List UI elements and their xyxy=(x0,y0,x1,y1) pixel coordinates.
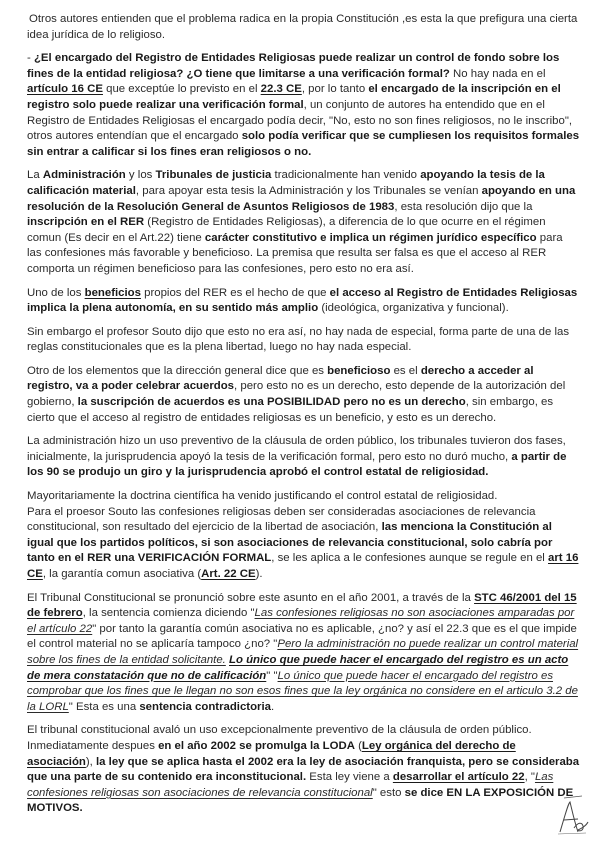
text-run: Tribunales de justicia xyxy=(155,169,272,182)
text-run: , un conjunto de autores ha entendido que en el Registro de Entidades Religiosas el encargado podía decir, "No, esto no son fines religiosos, no le inscribo", otros autores entendían que el encargado xyxy=(27,98,573,143)
text-run: a partir de los 90 se produjo un giro y la jurisprudencia aprobó el control estatal de religiosidad. xyxy=(27,450,567,479)
text-run: El Tribunal Constitucional se pronunció sobre este asunto en el año 2001, a través de la xyxy=(27,591,475,604)
text-run: Las confesiones religiosas son asociaciones de relevancia constitucional xyxy=(27,771,554,799)
paragraph-relevancia-constitucional xyxy=(27,505,580,583)
text-run: Administración xyxy=(42,169,126,182)
text-run: " esto xyxy=(372,786,405,799)
paragraph-orden-publico xyxy=(27,434,580,481)
text-run: , pero esto no es un derecho, esto depende de la autorización del gobierno, xyxy=(27,380,566,409)
text-run: , la garantía comun asociativa ( xyxy=(42,568,202,580)
text-run: , esta resolución dijo que la xyxy=(394,200,533,213)
text-run: y los xyxy=(125,169,156,182)
text-run: art 16 CE xyxy=(27,552,579,580)
text-run: el encargado de la inscripción en el registro solo puede realizar una verificación formal xyxy=(27,83,561,111)
text-run: ), xyxy=(85,755,97,768)
text-run: Art. 22 CE xyxy=(201,568,256,580)
text-run: " por tanto la garantía común asociativa no es aplicable, ¿no? y así el 22.3 que es el que impide el control material no se aplicaría tampoco ¿no? " xyxy=(27,622,577,651)
text-run: para las confesiones más favorable y beneficioso. La premisa que resulta ser falsa es que el acceso al RER comporta un régimen beneficioso para las confesiones, pero esto no era así. xyxy=(27,231,563,275)
text-run: Uno de los xyxy=(27,286,85,299)
text-run: carácter constitutivo e implica un régimen jurídico específico xyxy=(204,231,537,244)
text-run: beneficios xyxy=(84,286,141,299)
text-run: sentencia contradictoria xyxy=(139,700,271,713)
text-run: ). xyxy=(255,568,263,580)
text-run: Otro de los elementos que la dirección general dice que es xyxy=(27,364,328,377)
text-run: apoyando en una resolución de la Resolución General de Asuntos Religiosos de 1983 xyxy=(27,184,576,213)
text-run: las menciona la Constitución al igual que los partidos políticos, si son asociaciones de relevancia constitucional, solo cabría por tanto en el RER una VERIFICACIÓN FORMAL xyxy=(27,521,553,565)
paragraph-souto xyxy=(27,325,580,356)
text-run: Para el proesor Souto las confesiones religiosas deben ser consideradas asociaciones de relevancia constitucional, son resultado del ejercicio de la libertad de asociación, xyxy=(27,505,536,534)
paragraph-registro-control xyxy=(27,51,580,160)
document-body xyxy=(27,12,580,817)
text-run: , la sentencia comienza diciendo " xyxy=(82,607,255,620)
text-run: Otros autores entienden que el problema radica en la propia Constitución ,es esta la que prefigura una cierta idea jurídica de lo religioso. xyxy=(27,13,578,41)
text-run: la ley que se aplica hasta el 2002 era la ley de asociación franquista, pero se consideraba que una parte de su contenido era inconstitucional. xyxy=(27,755,580,784)
text-run: La administración hizo un uso preventivo de la cláusula de orden público, los tribunales tuvieron dos fases, inicialmente, la jurisprudencia apoyó la tesis de la verificación formal, pero esto no duró mucho, xyxy=(27,435,566,463)
text-run: STC 46/2001 del 15 de febrero xyxy=(27,591,577,620)
text-run: , se les aplica a le confesiones aunque se regule en el xyxy=(271,552,549,565)
text-run: , " xyxy=(524,771,535,784)
text-run: - xyxy=(27,52,34,65)
text-run: " " xyxy=(266,669,278,682)
paragraph-calificacion-material xyxy=(27,168,580,277)
text-run: el acceso al Registro de Entidades Religiosas implica la plena autonomía, en su sentido más amplio xyxy=(27,286,578,315)
text-run: Lo único que puede hacer el encargado del registro es un acto de mera constatación que no de calificación xyxy=(27,653,569,682)
text-run: . xyxy=(271,700,275,713)
text-run: (ideológica, organizativa y funcional). xyxy=(318,302,509,315)
text-run: beneficioso xyxy=(327,364,391,377)
handwritten-signature-icon xyxy=(552,792,592,838)
text-run: apoyando la tesis de la calificación material xyxy=(27,169,545,197)
text-run: tradicionalmente han venido xyxy=(271,169,421,182)
text-run: inscripción en el RER xyxy=(27,216,145,229)
text-run: Ley orgánica del derecho de asociación xyxy=(27,739,516,768)
text-run: es el xyxy=(390,364,421,377)
text-run: No hay nada en el xyxy=(449,67,546,80)
text-run: Sin embargo el profesor Souto dijo que esto no era así, no hay nada de especial, forma parte de una de las reglas constitucionales que es la plena libertad, luego no hay nada especial. xyxy=(27,325,570,354)
text-run: desarrollar el artículo 22 xyxy=(392,771,525,784)
text-run: Pero la administración no puede realizar un control material sobre los fines de la entidad solicitante. xyxy=(27,638,579,666)
text-run: Lo único que puede hacer el encargado del registro es comprobar que los fines que le llegan no son esos fines que la ley orgánica no considere en el articulo 3.2 de la LORL xyxy=(27,669,578,713)
text-run: ( xyxy=(354,739,362,752)
text-run: artículo 16 CE xyxy=(27,83,103,96)
paragraph-tribunal-constitucional xyxy=(27,591,580,716)
text-run: Esta ley viene a xyxy=(306,771,393,784)
text-run: en el año 2002 se promulga la LODA xyxy=(158,739,355,752)
text-run: solo podía verificar que se cumpliesen los requisitos formales sin entrar a calificar si los fines eran religiosos o no. xyxy=(27,130,580,158)
text-run: propios del RER es el hecho de que xyxy=(140,286,330,299)
paragraph-intro xyxy=(27,12,580,43)
text-run: ¿El encargado del Registro de Entidades Religiosas puede realizar un control de fondo sobre los fines de la entidad religiosa? ¿O tiene que limitarse a una verificación formal? xyxy=(27,52,560,80)
paragraph-loda xyxy=(27,723,580,817)
text-run: la suscripción de acuerdos es una POSIBILIDAD pero no es un derecho xyxy=(77,396,466,409)
paragraph-mayoritariamente xyxy=(27,489,580,505)
text-run: " Esta es una xyxy=(68,700,140,713)
text-run: Las confesiones religiosas no son asociaciones amparadas por el artículo 22 xyxy=(27,607,575,635)
text-run: (Registro de Entidades Religiosas), a diferencia de lo que ocurre en el régimen comun (Es decir en el Art.22) tiene xyxy=(27,216,546,244)
text-run: , sin embargo, es cierto que el acceso al registro de entidades religiosas es un beneficio, y esto es un derecho. xyxy=(27,396,554,424)
text-run: La xyxy=(27,169,43,182)
paragraph-beneficios xyxy=(27,286,580,317)
text-run: 22.3 CE xyxy=(260,83,302,96)
text-run: Mayoritariamente la doctrina científica ha venido justificando el control estatal de religiosidad. xyxy=(27,490,498,503)
text-run: , para apoyar esta tesis la Administración y los Tribunales se venían xyxy=(135,184,482,197)
text-run: , por lo tanto xyxy=(301,83,369,96)
text-run: que exceptúe lo previsto en el xyxy=(102,83,261,96)
text-run: El tribunal constitucional avaló un uso excepcionalmente preventivo de la cláusula de orden público. Inmediatamente despues xyxy=(27,724,532,752)
paragraph-acuerdos xyxy=(27,364,580,426)
text-run: derecho a acceder al registro, va a poder celebrar acuerdos xyxy=(27,364,534,393)
text-run: se dice EN LA EXPOSICIÓN DE MOTIVOS. xyxy=(27,786,574,815)
